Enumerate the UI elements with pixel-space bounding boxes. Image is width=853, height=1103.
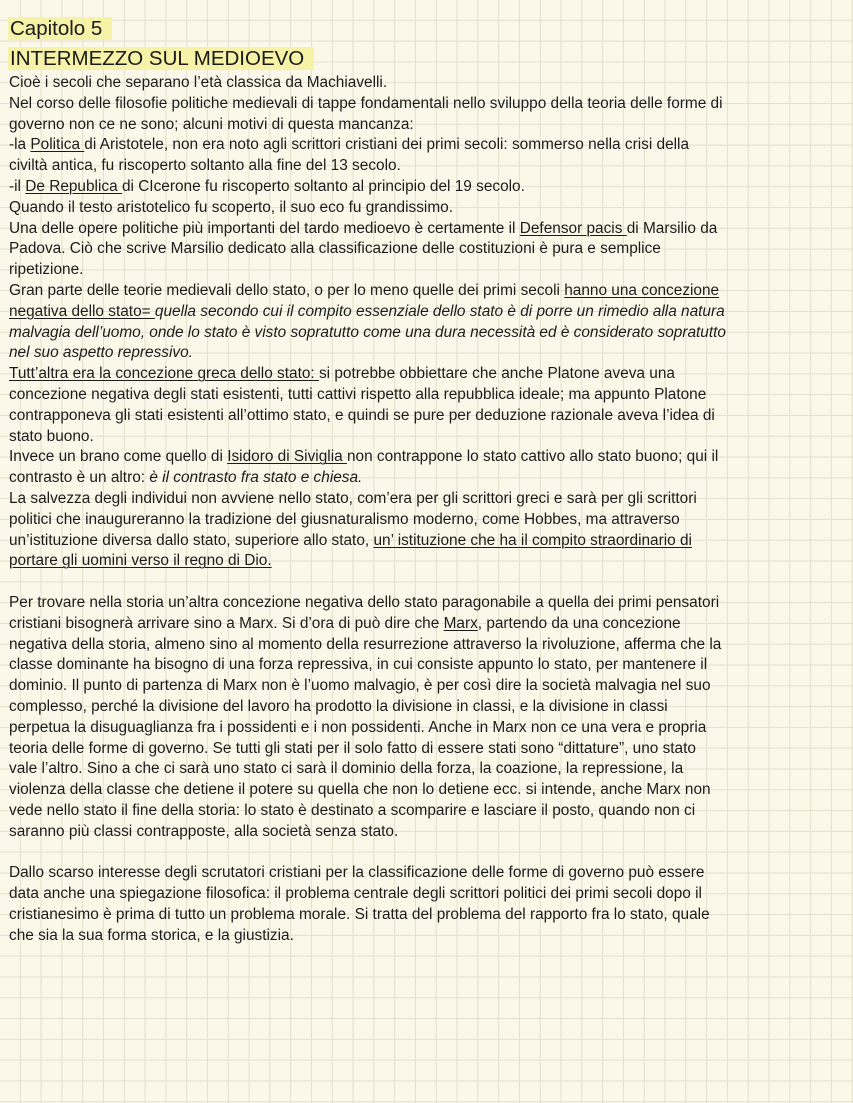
text-line	[9, 468, 839, 489]
text-run: -il	[9, 177, 26, 195]
italic-text: nel suo aspetto repressivo.	[9, 344, 193, 362]
text-line	[9, 905, 839, 926]
text-line	[9, 156, 839, 177]
text-run: un’istituzione diversa dallo stato, superiore allo stato,	[9, 531, 374, 549]
underlined-text: Marx	[443, 614, 478, 632]
text-line	[9, 385, 839, 406]
text-line	[9, 489, 839, 510]
text-run: politici che inaugureranno la tradizione del giusnaturalismo moderno, come Hobbes, ma attraverso	[9, 510, 680, 528]
text-line	[9, 406, 839, 427]
text-run: Padova. Ciò che scrive Marsilio dedicato alla classificazione delle costituzioni è pura e semplice	[9, 240, 661, 258]
text-line	[9, 780, 839, 801]
text-line	[9, 863, 839, 884]
text-line	[9, 73, 839, 94]
text-line	[9, 364, 839, 385]
text-run: data anche una spiegazione filosofica: il problema centrale degli scrittori politici dei primi secoli dopo il	[9, 885, 702, 903]
text-run: Cioè i secoli che separano l’età classica da Machiavelli.	[9, 74, 388, 91]
text-line	[9, 323, 839, 344]
text-run: si potrebbe obbiettare che anche Platone aveva una	[318, 365, 675, 383]
text-line	[9, 718, 839, 739]
text-run: saranno più classi contrapposte, alla società senza stato.	[9, 822, 399, 840]
text-line	[9, 822, 839, 843]
text-line	[9, 655, 839, 676]
text-run: contrasto è un altro:	[9, 469, 150, 487]
underlined-text: portare gli uomini verso il regno di Dio.	[9, 552, 272, 570]
text-line	[9, 302, 839, 323]
text-line	[9, 593, 839, 614]
italic-text: è il contrasto fra stato e chiesa.	[149, 469, 363, 487]
text-run: concezione negativa degli stati esistenti, tutti cattivi rispetto alla repubblica ideale; ma appunto Platone	[9, 385, 707, 403]
text-line	[9, 739, 839, 760]
text-run: cristianesimo è prima di tutto un problema morale. Si tratta del problema del rapporto fra lo stato, quale	[9, 905, 710, 923]
text-run: cristiani bisognerà arrivare sino a Marx. Si d’ora di può dire che	[9, 614, 444, 632]
text-run: contrapponeva gli stati esistenti all’ottimo stato, e quindi se pure per deduzione razionale aveva l’idea di	[9, 406, 715, 424]
chapter-heading	[8, 17, 112, 41]
text-line	[9, 551, 839, 572]
text-run: Per trovare nella storia un’altra concezione negativa dello stato paragonabile a quella dei primi pensatori	[9, 593, 720, 611]
text-line	[9, 572, 839, 593]
text-run: violenza della classe che detiene il potere su quella che non lo detiene ecc. si intende, anche Marx non	[9, 781, 711, 799]
text-run: di CIcerone fu riscoperto soltanto al principio del 19 secolo.	[121, 177, 525, 195]
text-line	[9, 447, 839, 468]
body-text	[9, 73, 839, 946]
text-run: di Aristotele, non era noto agli scrittori cristiani dei primi secoli: sommerso nella crisi della	[84, 136, 690, 154]
text-line	[9, 926, 839, 947]
text-line	[9, 676, 839, 697]
text-run: complesso, perché la divisione del lavoro ha prodotto la divisione in classi, e la divisione in classi	[9, 697, 668, 715]
text-line	[9, 343, 839, 364]
text-line	[9, 115, 839, 136]
text-run: Invece un brano come quello di	[9, 448, 228, 466]
text-line	[9, 281, 839, 302]
text-line	[9, 614, 839, 635]
text-run: di Marsilio da	[626, 219, 718, 237]
italic-text: quella secondo cui il compito essenziale dello stato è di porre un rimedio alla natura	[154, 302, 725, 320]
underlined-text: Politica	[30, 136, 85, 154]
text-run: non contrappone lo stato cattivo allo stato buono; qui il	[346, 448, 719, 466]
text-run: Dallo scarso interesse degli scrutatori cristiani per la classificazione delle forme di governo può essere	[9, 864, 705, 882]
section-title-text: INTERMEZZO SUL MEDIOEVO	[8, 47, 314, 70]
text-run: stato buono.	[9, 427, 94, 445]
text-line	[9, 635, 839, 656]
text-run: classe dominante ha bisogno di una forza repressiva, in cui consiste appunto lo stato, per mantenere il	[9, 656, 708, 674]
text-line	[9, 427, 839, 448]
text-run: governo non ce ne sono; alcuni motivi di questa mancanza:	[9, 115, 414, 133]
text-run: Quando il testo aristotelico fu scoperto, il suo eco fu grandissimo.	[9, 198, 453, 216]
text-line	[9, 177, 839, 198]
text-line	[9, 135, 839, 156]
chapter-heading-text: Capitolo 5	[8, 17, 112, 40]
text-run: Una delle opere politiche più importanti del tardo medioevo è certamente il	[9, 219, 520, 237]
text-run: vede nello stato il fine della storia: lo stato è destinato a scomparire e lasciare il posto, quando non ci	[9, 801, 696, 819]
text-line	[9, 510, 839, 531]
text-run: vale l’altro. Sino a che ci sarà uno stato ci sarà il dominio della forza, la coazione, la repressione, la	[9, 760, 684, 778]
text-run: Nel corso delle filosofie politiche medievali di tappe fondamentali nello sviluppo della teoria delle forme di	[9, 94, 723, 112]
text-line	[9, 801, 839, 822]
text-line	[9, 842, 839, 863]
text-run: perpetua la disuguaglianza fra i possidenti e i non possidenti. Anche in Marx non ce una vera e propria	[9, 718, 707, 736]
text-line	[9, 531, 839, 552]
underlined-text: Tutt’altra era la concezione greca dello stato:	[9, 365, 319, 383]
text-line	[9, 759, 839, 780]
italic-text: malvagia dell’uomo, onde lo stato è visto sopratutto come una dura necessità ed è considerato sopratutto	[9, 323, 726, 341]
text-run: ripetizione.	[9, 261, 84, 279]
underlined-text: un’ istituzione che ha il compito straordinario di	[373, 531, 692, 549]
text-line	[9, 94, 839, 115]
text-run: dominio. Il punto di partenza di Marx non è l’uomo malvagio, è per così dire la società malvagia nel suo	[9, 677, 711, 695]
text-run: teoria delle forme di governo. Se tutti gli stati per il solo fatto di essere stati sono “dittature”, uno stato	[9, 739, 696, 757]
section-title	[8, 47, 314, 71]
text-run: La salvezza degli individui non avviene nello stato, com’era per gli scrittori greci e sarà per gli scrittori	[9, 489, 697, 507]
text-run: negativa della storia, almeno sino al momento della resurrezione attraverso la rivoluzione, afferma che la	[9, 635, 722, 653]
underlined-text: Defensor pacis	[519, 219, 627, 237]
text-run: civiltà antica, fu riscoperto soltanto alla fine del 13 secolo.	[9, 157, 401, 175]
text-run: -la	[9, 136, 31, 154]
text-line	[9, 884, 839, 905]
text-line	[9, 260, 839, 281]
text-line	[9, 239, 839, 260]
underlined-text: De Republica	[25, 177, 122, 195]
text-run: Gran parte delle teorie medievali dello stato, o per lo meno quelle dei primi secoli	[9, 281, 565, 299]
text-line	[9, 697, 839, 718]
underlined-text: hanno una concezione	[564, 281, 720, 299]
text-run: , partendo da una concezione	[477, 614, 681, 632]
underlined-text: Isidoro di Siviglia	[227, 448, 347, 466]
text-line	[9, 219, 839, 240]
underlined-text: negativa dello stato=	[9, 302, 155, 320]
text-line	[9, 198, 839, 219]
text-run: che sia la sua forma storica, e la giustizia.	[9, 926, 294, 944]
